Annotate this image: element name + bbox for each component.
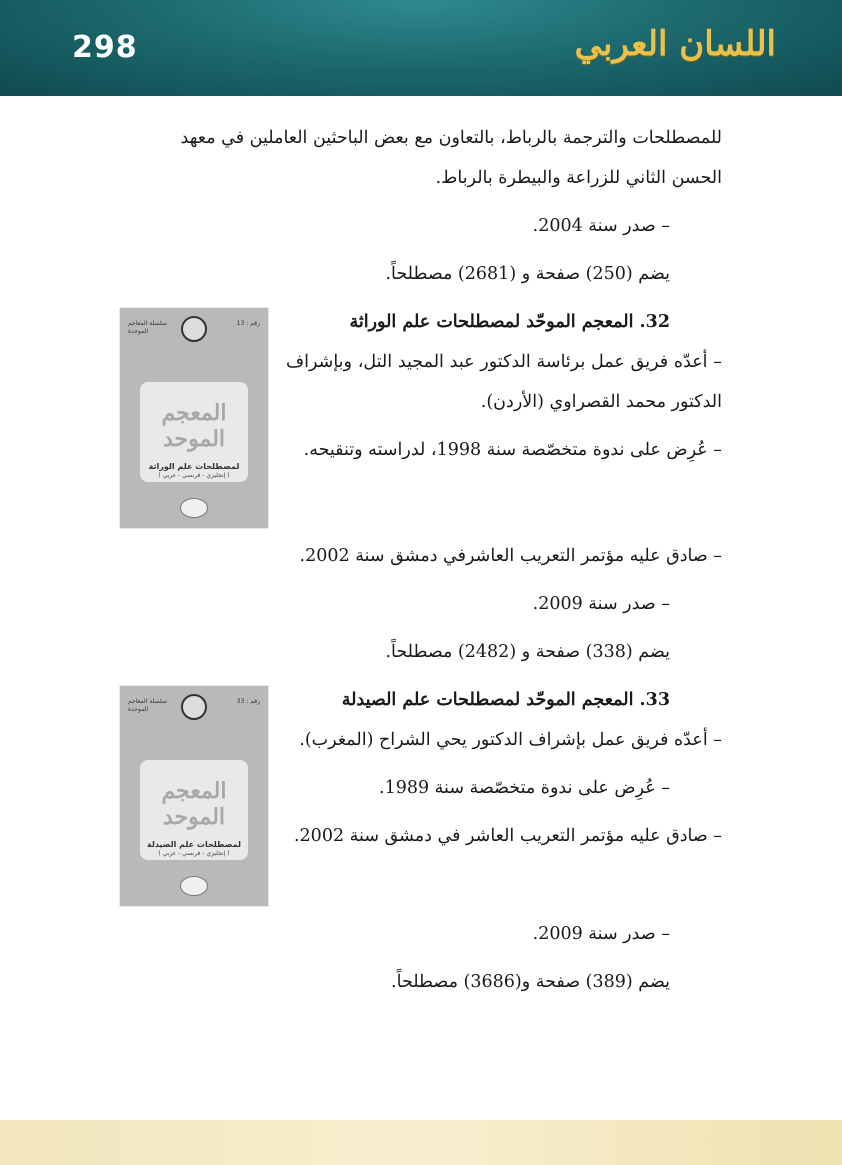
cover-panel xyxy=(140,760,248,860)
entry-32 xyxy=(120,302,722,528)
cover-subtitle: لمصطلحات علم الوراثة xyxy=(148,462,240,471)
entry-33-published: – صدر سنة 2009. xyxy=(532,924,670,944)
intro-published: – صدر سنة 2004. xyxy=(532,216,670,236)
cover-subtitle: لمصطلحات علم الصيدلة xyxy=(146,840,242,849)
entry-32-prepared: – أعدّه فريق عمل برئاسة الدكتور عبد المجيد التل، وبإشراف الدكتور محمد القصراوي (الأردن). xyxy=(286,352,722,412)
entry-33-title: 33. المعجم الموحّد لمصطلحات علم الصيدلة xyxy=(341,690,670,710)
journal-logo: اللسان العربي xyxy=(574,24,776,64)
intro-line-2: الحسن الثاني للزراعة والبيطرة بالرباط. xyxy=(435,168,722,188)
intro-line-1: للمصطلحات والترجمة بالرباط، بالتعاون مع بعض الباحثين العاملين في معهد xyxy=(180,128,722,148)
cover-title: المعجم الموحد xyxy=(161,778,227,830)
cover-panel xyxy=(140,382,248,482)
cover-number: رقم : 13 xyxy=(236,320,260,327)
entry-32-contains: يضم (338) صفحة و (2482) مصطلحاً. xyxy=(385,642,670,662)
cover-languages: ( إنجليزي - فرنسي - عربي ) xyxy=(158,850,230,857)
entry-32-approved: – صادق عليه مؤتمر التعريب العاشرفي دمشق سنة 2002. xyxy=(299,546,722,566)
entry-32-presented: – عُرِض على ندوة متخصّصة سنة 1998، لدراسته وتنقيحه. xyxy=(303,440,722,460)
book-cover-genetics xyxy=(120,308,268,528)
entry-32-title: 32. المعجم الموحّد لمصطلحات علم الوراثة xyxy=(349,312,670,332)
entry-33-contains: يضم (389) صفحة و(3686) مصطلحاً. xyxy=(391,972,670,992)
entry-33-prepared: – أعدّه فريق عمل بإشراف الدكتور يحي الشراح (المغرب). xyxy=(299,730,722,750)
cover-series: سلسلة المعاجم الموحدة xyxy=(128,698,167,713)
page-number: 298 xyxy=(72,30,138,65)
book-cover-pharmacy xyxy=(120,686,268,906)
entry-33 xyxy=(120,680,722,906)
cover-series: سلسلة المعاجم الموحدة xyxy=(128,320,167,335)
entry-32-published: – صدر سنة 2009. xyxy=(532,594,670,614)
intro-contains: يضم (250) صفحة و (2681) مصطلحاً. xyxy=(385,264,670,284)
page-body xyxy=(120,118,722,1002)
page-header xyxy=(0,0,842,96)
publisher-badge-icon xyxy=(180,876,208,896)
publisher-badge-icon xyxy=(180,498,208,518)
page-footer xyxy=(0,1120,842,1165)
entry-33-approved: – صادق عليه مؤتمر التعريب العاشر في دمشق سنة 2002. xyxy=(293,826,722,846)
cover-title: المعجم الموحد xyxy=(161,400,227,452)
cover-languages: ( إنجليزي - فرنسي - عربي ) xyxy=(158,472,230,479)
entry-33-presented: – عُرِض على ندوة متخصّصة سنة 1989. xyxy=(378,778,670,798)
cover-number: رقم : 33 xyxy=(236,698,260,705)
